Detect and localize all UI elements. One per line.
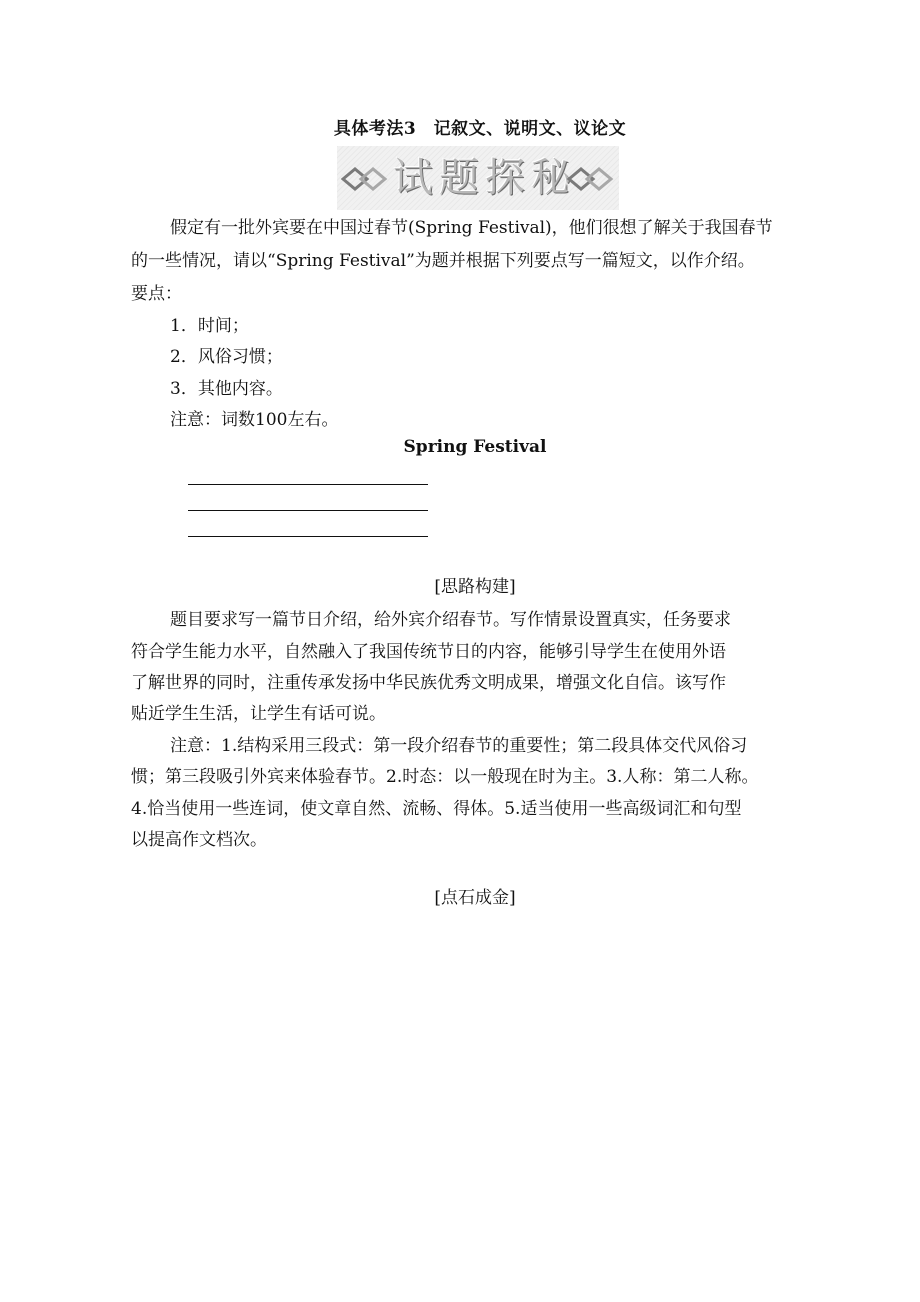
point-3: 3．其他内容。	[170, 379, 283, 399]
notes-line-2: 惯；第三段吸引外宾来体验春节。2.时态：以一般现在时为主。3.人称：第二人称。	[131, 767, 759, 787]
task-line-3: 要点：	[131, 284, 182, 304]
answer-blank-line-2	[188, 510, 428, 511]
section-banner	[337, 146, 619, 210]
section-label-polish: [点石成金]	[434, 888, 516, 908]
answer-blank-line-3	[188, 536, 428, 537]
task-line-1: 假定有一批外宾要在中国过春节(Spring Festival)，他们很想了解关于我国春节	[170, 218, 773, 238]
analysis-line-2: 符合学生能力水平，自然融入了我国传统节日的内容，能够引导学生在使用外语	[131, 642, 726, 662]
point-1: 1．时间；	[170, 316, 249, 336]
section-label-thinking: [思路构建]	[434, 577, 516, 597]
notes-line-3: 4.恰当使用一些连词，使文章自然、流畅、得体。5.适当使用一些高级词汇和句型	[131, 799, 742, 819]
essay-title: Spring Festival	[403, 437, 547, 457]
notes-line-1: 注意：1.结构采用三段式：第一段介绍春节的重要性；第二段具体交代风俗习	[170, 736, 748, 756]
analysis-line-4: 贴近学生生活，让学生有话可说。	[131, 704, 386, 724]
analysis-line-1: 题目要求写一篇节日介绍，给外宾介绍春节。写作情景设置真实，任务要求	[170, 610, 731, 630]
task-line-2: 的一些情况，请以“Spring Festival”为题并根据下列要点写一篇短文，以作介绍。	[131, 251, 755, 271]
banner-title: 试题探秘	[393, 155, 577, 201]
page-heading: 具体考法3 记叙文、说明文、议论文	[333, 119, 627, 139]
double-diamond-left-icon	[341, 166, 389, 192]
point-2: 2．风俗习惯；	[170, 347, 283, 367]
word-count-note: 注意：词数100左右。	[170, 410, 339, 430]
notes-line-4: 以提高作文档次。	[131, 830, 267, 850]
analysis-line-3: 了解世界的同时，注重传承发扬中华民族优秀文明成果，增强文化自信。该写作	[131, 673, 726, 693]
double-diamond-right-icon	[567, 166, 615, 192]
answer-blank-line-1	[188, 484, 428, 485]
